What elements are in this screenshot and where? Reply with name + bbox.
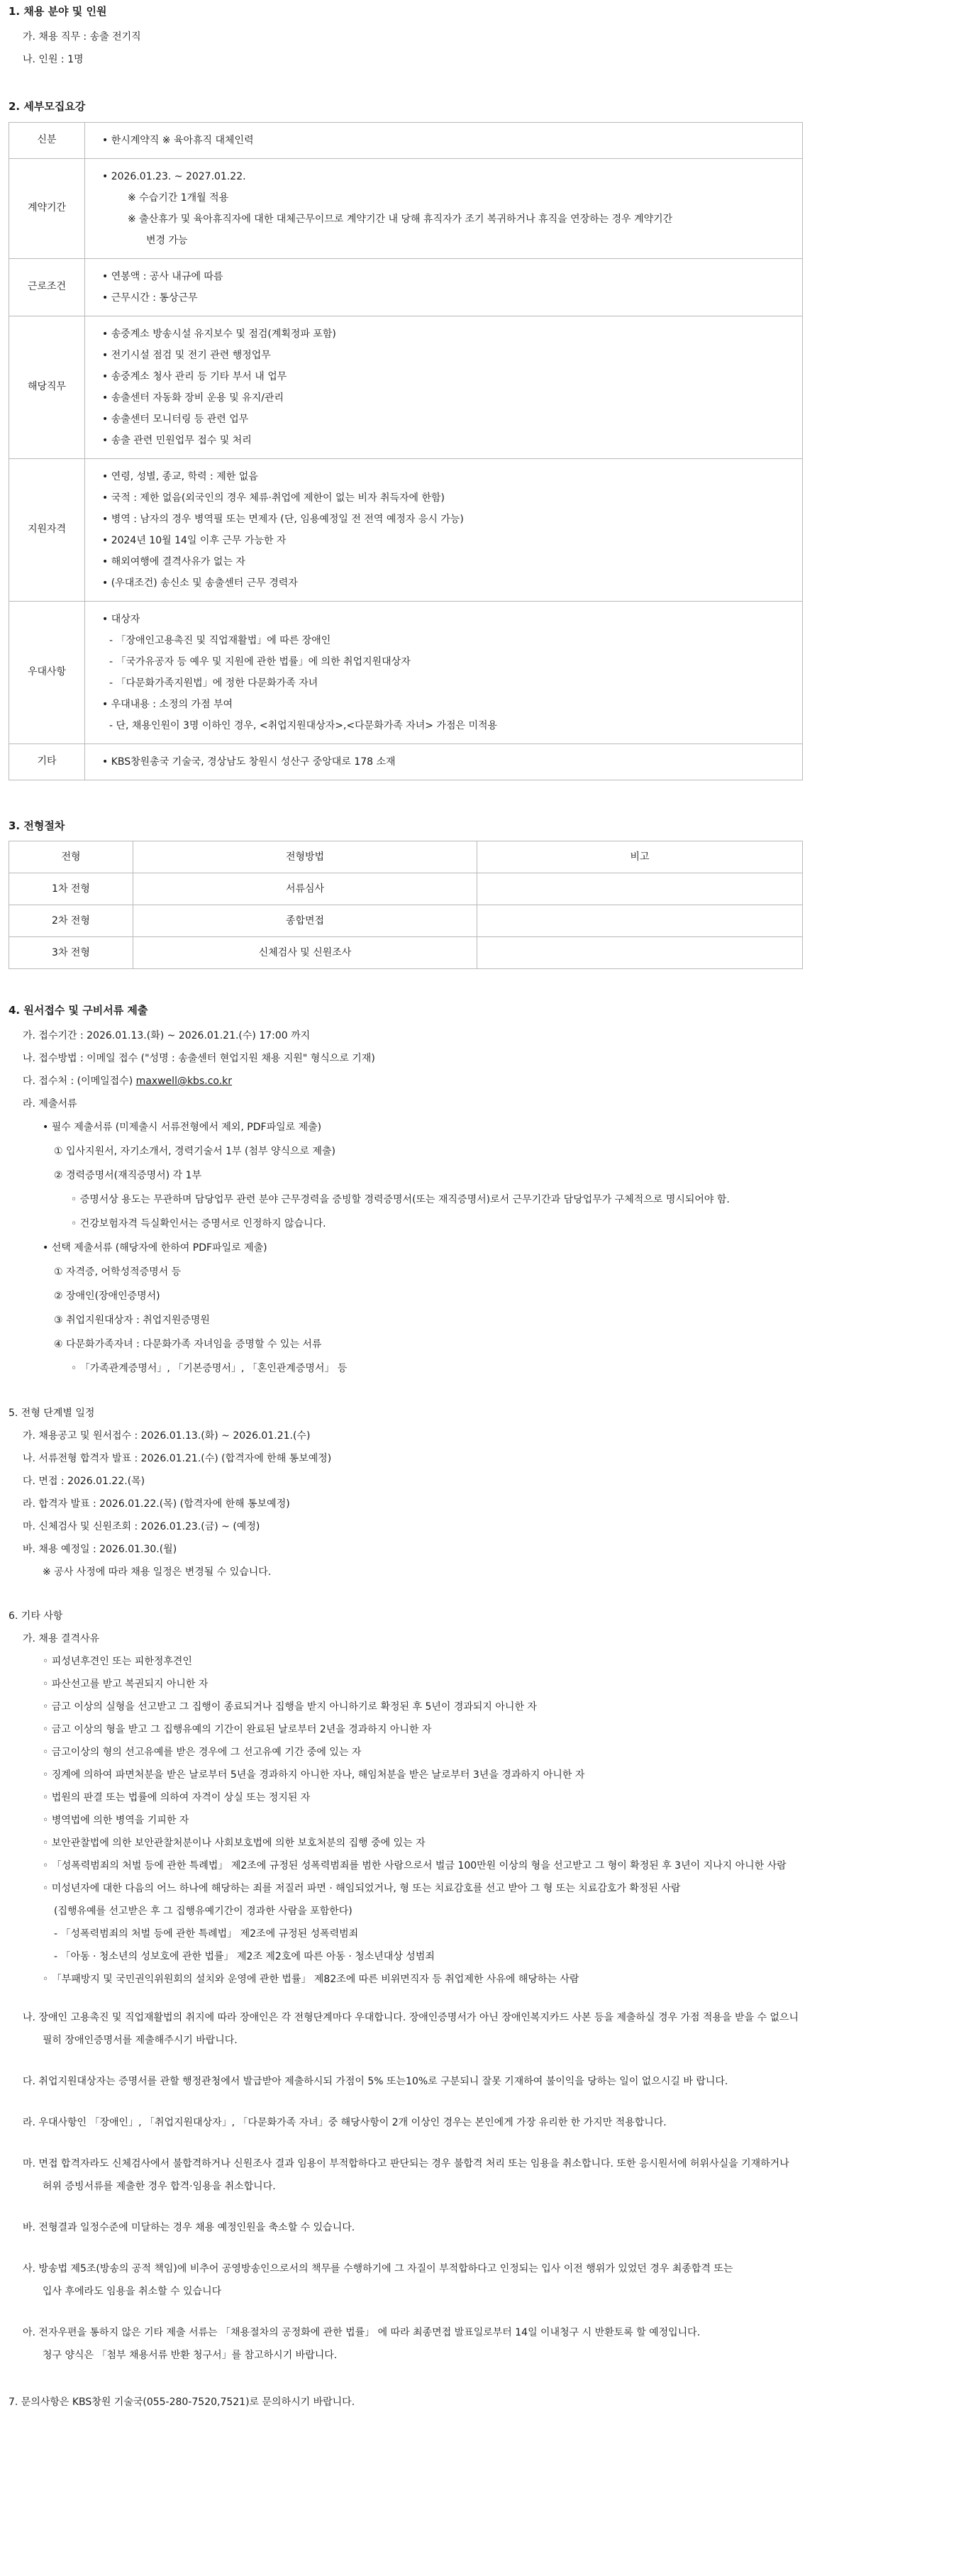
remark-cell: [477, 905, 803, 937]
disqualification-item: ◦ 금고이상의 형의 선고유예를 받은 경우에 그 선고유예 기간 중에 있는 자: [43, 1747, 362, 1758]
method-cell: 종합면접: [133, 905, 477, 937]
disqualification-item: ◦ 보안관찰법에 의한 보안관찰처분이나 사회보호법에 의한 보호처분의 집행 중에 있는 자: [43, 1837, 426, 1849]
requirements-item: • 2024년 10월 14일 이후 근무 가능한 자: [102, 534, 287, 546]
disqualification-item: ◦ 파산선고를 받고 복권되지 아니한 자: [43, 1679, 209, 1690]
schedule-note: ※ 공사 사정에 따라 채용 일정은 변경될 수 있습니다.: [43, 1566, 272, 1578]
col-header-remark: 비고: [477, 841, 803, 873]
requirements-content: [85, 743, 803, 780]
method-cell: 서류심사: [133, 873, 477, 905]
requirements-row: [9, 122, 803, 158]
document-requirement-item: ④ 다문화가족자녀 : 다문화가족 자녀임을 증명할 수 있는 서류: [54, 1339, 322, 1350]
requirements-item: 변경 가능: [146, 234, 188, 246]
requirements-item: • 송중계소 방송시설 유지보수 및 점검(계획정파 포함): [102, 328, 336, 340]
section-4-title: 4. 원서접수 및 구비서류 제출: [9, 1004, 148, 1017]
disqualification-item: ◦ 금고 이상의 실형을 선고받고 그 집행이 종료되거나 집행을 받지 아니하기로 확정된 후 5년이 경과되지 아니한 자: [43, 1701, 537, 1713]
apply-destination-label: 다. 접수처 : (이메일접수): [23, 1076, 136, 1087]
notice-line: 바. 전형결과 일정수준에 미달하는 경우 채용 예정인원을 축소할 수 있습니다.: [23, 2222, 355, 2233]
requirements-content: [85, 458, 803, 601]
requirements-item: • 송출센터 모니터링 등 관련 업무: [102, 413, 249, 425]
requirements-item: • 근무시간 : 통상근무: [102, 292, 198, 304]
section-3-title: 3. 전형절차: [9, 819, 65, 832]
schedule-item: 가. 채용공고 및 원서접수 : 2026.01.13.(화) ~ 2026.01.21.(수): [23, 1430, 311, 1442]
requirements-item: ※ 수습기간 1개월 적용: [128, 192, 229, 204]
notice-line-continued: 허위 증빙서류를 제출한 경우 합격·임용을 취소합니다.: [43, 2181, 276, 2192]
requirements-content: [85, 122, 803, 158]
section-6-title: 6. 기타 사항: [9, 1610, 63, 1622]
requirements-item: • 송출센터 자동화 장비 운용 및 유지/관리: [102, 392, 284, 404]
requirements-content: [85, 258, 803, 316]
apply-period: 가. 접수기간 : 2026.01.13.(화) ~ 2026.01.21.(수) 17:00 까지: [23, 1030, 311, 1041]
schedule-item: 마. 신체검사 및 신원조회 : 2026.01.23.(금) ~ (예정): [23, 1521, 260, 1532]
requirements-label: 계약기간: [9, 158, 85, 258]
job-field: 가. 채용 직무 : 송출 전기직: [23, 31, 141, 43]
stage-cell: 1차 전형: [9, 873, 133, 905]
requirements-item: • 우대내용 : 소정의 가점 부여: [102, 698, 233, 710]
notice-paragraph: [9, 2111, 945, 2134]
requirements-item: • 2026.01.23. ~ 2027.01.22.: [102, 170, 246, 182]
stage-cell: 3차 전형: [9, 937, 133, 969]
col-header-stage: 전형: [9, 841, 133, 873]
notice-line: 다. 취업지원대상자는 증명서를 관할 행정관청에서 발급받아 제출하시되 가점이 5% 또는10%로 구분되니 잘못 기재하여 불이익을 당하는 일이 없으시길 바 랍니다.: [23, 2076, 728, 2087]
disqualification-item: ◦ 「성폭력범죄의 처벌 등에 관한 특례법」 제2조에 규정된 성폭력범죄를 범한 사람으로서 벌금 100만원 이상의 형을 선고받고 그 형이 확정된 후 3년이 지나지 아니한 사람: [43, 1860, 787, 1872]
notice-line: 아. 전자우편을 통하지 않은 기타 제출 서류는 「채용절차의 공정화에 관한 법률」 에 따라 최종면접 발표일로부터 14일 이내청구 시 반환토록 할 예정입니다.: [23, 2327, 701, 2338]
requirements-label: 기타: [9, 743, 85, 780]
requirements-label: 지원자격: [9, 458, 85, 601]
selection-steps-table: [9, 841, 803, 969]
requirements-item: - 「다문화가족지원법」에 정한 다문화가족 자녀: [109, 677, 318, 689]
docs-title: 라. 제출서류: [23, 1098, 77, 1110]
notice-line-continued: 필히 장애인증명서를 제출해주시기 바랍니다.: [43, 2035, 238, 2046]
requirements-row: [9, 601, 803, 743]
disqualification-item: ◦ 피성년후견인 또는 피한정후견인: [43, 1656, 192, 1667]
disqualification-item: - 「아동 · 청소년의 성보호에 관한 법률」 제2조 제2호에 따른 아동 · 청소년대상 성범죄: [54, 1951, 435, 1962]
requirements-item: - 「국가유공자 등 예우 및 지원에 관한 법률」에 의한 취업지원대상자: [109, 656, 411, 668]
schedule-item: 바. 채용 예정일 : 2026.01.30.(월): [23, 1544, 177, 1555]
requirements-table: [9, 122, 803, 780]
steps-header-row: [9, 841, 803, 873]
requirements-item: • 연령, 성별, 종교, 학력 : 제한 없음: [102, 470, 258, 482]
requirements-label: 해당직무: [9, 316, 85, 458]
notice-paragraph: [9, 2152, 945, 2198]
disqualification-item: (집행유예를 선고받은 후 그 집행유예기간이 경과한 사람을 포함한다): [54, 1906, 352, 1917]
document-requirement-item: ② 장애인(장애인증명서): [54, 1290, 160, 1302]
table-row: [9, 905, 803, 937]
hire-count: 나. 인원 : 1명: [23, 53, 84, 65]
requirements-item: • 국적 : 제한 없음(외국인의 경우 체류·취업에 제한이 없는 비자 취득자에 한함): [102, 492, 445, 504]
requirements-row: [9, 458, 803, 601]
requirements-item: • 전기시설 점검 및 전기 관련 행정업무: [102, 349, 271, 361]
requirements-item: ※ 출산휴가 및 육아휴직자에 대한 대체근무이므로 계약기간 내 당해 휴직자가 조기 복귀하거나 휴직을 연장하는 경우 계약기간: [128, 213, 673, 225]
requirements-label: 우대사항: [9, 601, 85, 743]
requirements-row: [9, 743, 803, 780]
requirements-label: 신분: [9, 122, 85, 158]
document-requirement-item: ◦ 「가족관계증명서」, 「기본증명서」, 「혼인관계증명서」 등: [71, 1363, 348, 1374]
requirements-item: - 단, 채용인원이 3명 이하인 경우, <취업지원대상자>,<다문화가족 자녀> 가점은 미적용: [109, 719, 498, 731]
disqualification-title: 가. 채용 결격사유: [23, 1633, 100, 1644]
requirements-content: [85, 158, 803, 258]
disqualification-item: ◦ 병역법에 의한 병역을 기피한 자: [43, 1815, 189, 1826]
requirements-label: 근로조건: [9, 258, 85, 316]
requirements-item: • 해외여행에 결격사유가 없는 자: [102, 555, 245, 568]
method-cell: 신체검사 및 신원조사: [133, 937, 477, 969]
disqualification-item: - 「성폭력범죄의 처벌 등에 관한 특례법」 제2조에 규정된 성폭력범죄: [54, 1928, 359, 1940]
table-row: [9, 937, 803, 969]
notice-line: 나. 장애인 고용촉진 및 직업재활법의 취지에 따라 장애인은 각 전형단계마다 우대합니다. 장애인증명서가 아닌 장애인복지카드 사본 등을 제출하실 경우 가점 적용을 받을 수 없으니: [23, 2012, 799, 2023]
schedule-item: 나. 서류전형 합격자 발표 : 2026.01.21.(수) (합격자에 한해 통보예정): [23, 1453, 332, 1464]
notice-line: 사. 방송법 제5조(방송의 공적 책임)에 비추어 공영방송인으로서의 책무를 수행하기에 그 자질이 부적합하다고 인정되는 입사 이전 행위가 있었던 경우 최종합격 또는: [23, 2263, 733, 2274]
document-requirement-item: ① 입사지원서, 자기소개서, 경력기술서 1부 (첨부 양식으로 제출): [54, 1146, 336, 1157]
notice-line: 마. 면접 합격자라도 신체검사에서 불합격하거나 신원조사 결과 임용이 부적합하다고 판단되는 경우 불합격 처리 또는 임용을 취소합니다. 또한 응시원서에 허위사실을 기재하거나: [23, 2158, 789, 2169]
document-requirement-item: • 필수 제출서류 (미제출시 서류전형에서 제외, PDF파일로 제출): [43, 1122, 322, 1133]
notice-line: 라. 우대사항인 「장애인」, 「취업지원대상자」, 「다문화가족 자녀」중 해당사항이 2개 이상인 경우는 본인에게 가장 유리한 한 가지만 적용합니다.: [23, 2117, 667, 2128]
notice-paragraph: [9, 2216, 945, 2239]
section-1-title: 1. 채용 분야 및 인원: [9, 5, 107, 18]
requirements-content: [85, 601, 803, 743]
disqualification-item: ◦ 징계에 의하여 파면처분을 받은 날로부터 5년을 경과하지 아니한 자나, 해임처분을 받은 날로부터 3년을 경과하지 아니한 자: [43, 1769, 585, 1781]
requirements-item: • 송중계소 청사 관리 등 기타 부서 내 업무: [102, 370, 287, 382]
section-5-title: 5. 전형 단계별 일정: [9, 1408, 95, 1419]
contact-info: 7. 문의사항은 KBS창원 기술국(055-280-7520,7521)로 문의하시기 바랍니다.: [9, 2397, 355, 2408]
requirements-item: • 연봉액 : 공사 내규에 따름: [102, 270, 223, 282]
notice-line-continued: 입사 후에라도 임용을 취소할 수 있습니다: [43, 2286, 222, 2297]
disqualification-item: ◦ 법원의 판결 또는 법률에 의하여 자격이 상실 또는 정지된 자: [43, 1792, 311, 1803]
notice-paragraph: [9, 2070, 945, 2093]
requirements-item: • (우대조건) 송신소 및 송출센터 근무 경력자: [102, 577, 298, 589]
document-requirement-item: ◦ 증명서상 용도는 무관하며 담당업무 관련 분야 근무경력을 증빙할 경력증명서(또는 재직증명서)로서 근무기간과 담당업무가 구체적으로 명시되어야 함.: [71, 1194, 730, 1205]
document-requirement-item: ③ 취업지원대상자 : 취업지원증명원: [54, 1315, 210, 1326]
apply-destination: [9, 1070, 945, 1093]
table-row: [9, 873, 803, 905]
disqualification-item: ◦ 「부패방지 및 국민권익위원회의 설치와 운영에 관한 법률」 제82조에 따른 비위면직자 등 취업제한 사유에 해당하는 사람: [43, 1974, 579, 1985]
col-header-method: 전형방법: [133, 841, 477, 873]
requirements-item: • 한시계약직 ※ 육아휴직 대체인력: [102, 134, 254, 146]
job-posting-document: [9, 4, 945, 2414]
stage-cell: 2차 전형: [9, 905, 133, 937]
disqualification-item: ◦ 미성년자에 대한 다음의 어느 하나에 해당하는 죄를 저질러 파면 · 해임되었거나, 형 또는 치료감호를 선고 받아 그 형 또는 치료감호가 확정된 사람: [43, 1883, 681, 1894]
requirements-row: [9, 158, 803, 258]
email-link[interactable]: maxwell@kbs.co.kr: [135, 1076, 233, 1087]
requirements-content: [85, 316, 803, 458]
notice-paragraph: [9, 2321, 945, 2367]
requirements-item: • 병역 : 남자의 경우 병역필 또는 면제자 (단, 임용예정일 전 전역 예정자 응시 가능): [102, 513, 464, 525]
document-requirement-item: ① 자격증, 어학성적증명서 등: [54, 1266, 182, 1278]
requirements-item: - 「장애인고용촉진 및 직업재활법」에 따른 장애인: [109, 634, 331, 646]
requirements-item: • 대상자: [102, 613, 140, 625]
disqualification-item: ◦ 금고 이상의 형을 받고 그 집행유예의 기간이 완료된 날로부터 2년을 경과하지 아니한 자: [43, 1724, 432, 1735]
remark-cell: [477, 873, 803, 905]
requirements-item: • KBS창원총국 기술국, 경상남도 창원시 성산구 중앙대로 178 소재: [102, 756, 396, 768]
document-requirement-item: • 선택 제출서류 (해당자에 한하여 PDF파일로 제출): [43, 1242, 267, 1254]
schedule-item: 다. 면접 : 2026.01.22.(목): [23, 1476, 145, 1487]
notice-paragraph: [9, 2257, 945, 2303]
notice-paragraph: [9, 2006, 945, 2052]
remark-cell: [477, 937, 803, 969]
requirements-item: • 송출 관련 민원업무 접수 및 처리: [102, 434, 252, 446]
apply-method: 나. 접수방법 : 이메일 접수 ("성명 : 송출센터 현업지원 채용 지원" 형식으로 기재): [23, 1053, 375, 1064]
document-requirement-item: ◦ 건강보험자격 득실확인서는 증명서로 인정하지 않습니다.: [71, 1218, 326, 1229]
requirements-row: [9, 258, 803, 316]
document-requirement-item: ② 경력증명서(재직증명서) 각 1부: [54, 1170, 202, 1181]
section-2-title: 2. 세부모집요강: [9, 99, 86, 113]
notice-line-continued: 청구 양식은 「첨부 채용서류 반환 청구서」를 참고하시기 바랍니다.: [43, 2350, 338, 2361]
schedule-item: 라. 합격자 발표 : 2026.01.22.(목) (합격자에 한해 통보예정): [23, 1498, 290, 1510]
requirements-row: [9, 316, 803, 458]
